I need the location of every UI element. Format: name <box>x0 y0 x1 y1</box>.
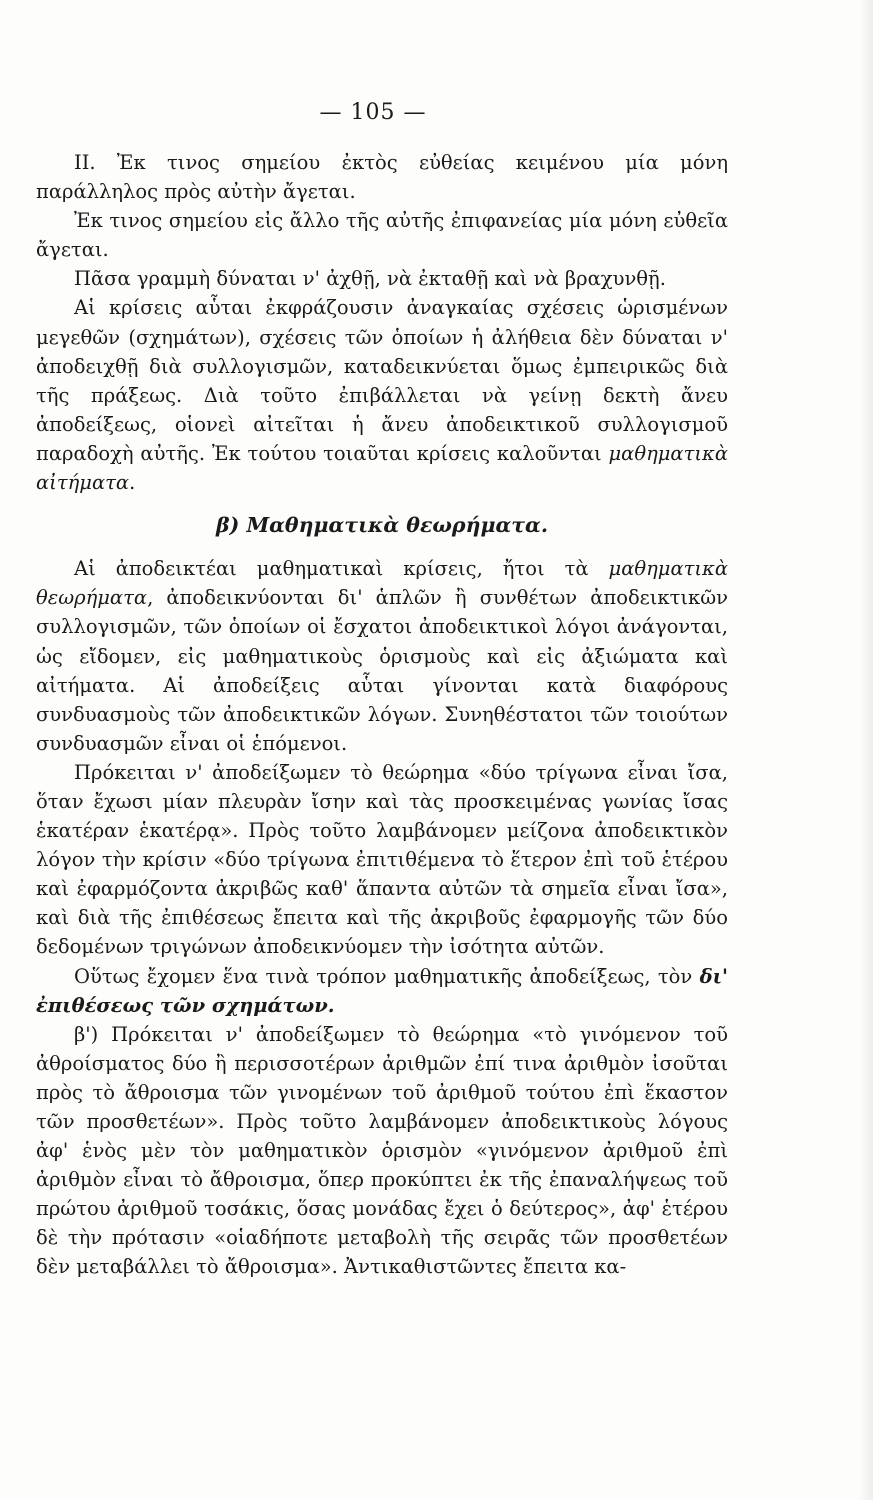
page-number: — 105 — <box>319 100 427 125</box>
paragraph-text: ΙΙ. Ἐκ τινος σημείου ἐκτὸς εὐθείας κειμένου μία μόνη παράλληλος πρὸς αὐτὴν ἄγεται. <box>36 151 728 204</box>
section-heading: β) Μαθηματικὰ θεωρήματα. <box>216 513 548 538</box>
paragraph-text: Οὕτως ἔχομεν ἕνα τινὰ τρόπον μαθηματικῆς ἀποδείξεως, τὸν <box>74 964 693 988</box>
paragraph-text: Πρόκειται ν' ἀποδείξωμεν τὸ θεώρημα «δύο τρίγωνα εἶναι ἴσα, ὅταν ἔχωσι μίαν πλευρὰν ἴσην καὶ τὰς προσκειμένας γωνίας ἴσας ἑκατέραν ἑκατέρᾳ». Πρὸς τοῦτο λαμβάνομεν μείζονα ἀποδεικτικὸν λόγον τὴν κρίσιν «δύο τρίγωνα ἐπιτιθέμενα τὸ ἕτερον ἐπὶ τοῦ ἑτέρου καὶ ἐφαρμόζοντα ἀκριβῶς καθ' ἅπαντα αὐτῶν τὰ σημεῖα εἶναι ἴσα», καὶ διὰ τῆς ἐπιθέσεως ἔπειτα καὶ τῆς ἀκριβοῦς ἐφαρμογῆς τῶν δύο δεδομένων τριγώνων ἀποδεικνύομεν τὴν ἰσότητα αὐτῶν. <box>36 760 728 959</box>
paragraph-text: Ἐκ τινος σημείου εἰς ἄλλο τῆς αὐτῆς ἐπιφανείας μία μόνη εὐθεῖα ἄγεται. <box>36 209 728 262</box>
paragraph-axiom-extend <box>36 264 728 293</box>
page-edge-shadow <box>859 0 873 1500</box>
paragraph-text: Αἱ ἀποδεικτέαι μαθηματικαὶ κρίσεις, ἤτοι τὰ <box>74 557 589 581</box>
italic-term: μαθηματικὰ αἰτήματα <box>36 441 728 495</box>
paragraph-theorems <box>36 554 728 758</box>
paragraph-text: Πᾶσα γραμμὴ δύναται ν' ἀχθῇ, νὰ ἐκταθῇ καὶ νὰ βραχυνθῇ. <box>74 267 666 291</box>
paragraph-end: . <box>129 471 136 495</box>
bold-italic-term: δι' ἐπιθέσεως τῶν σχημάτων. <box>36 964 728 1017</box>
paragraph-superposition <box>36 962 728 1020</box>
paragraph-axiom-line <box>36 206 728 264</box>
paragraph-triangle-proof <box>36 758 728 962</box>
paragraph-multiplication-proof <box>36 1020 728 1282</box>
italic-term: μαθηματικὰ θεωρήματα <box>36 557 729 610</box>
paragraph-axiom-parallel <box>36 148 728 206</box>
paragraph-text: β') Πρόκειται ν' ἀποδείξωμεν τὸ θεώρημα «τὸ γινόμενον τοῦ ἀθροίσματος δύο ἢ περισσοτέρων ἀριθμῶν ἐπί τινα ἀριθμὸν ἰσοῦται πρὸς τὸ ἄθροισμα τῶν γινομένων τοῦ ἀριθμοῦ τούτου ἐπὶ ἕκαστον τῶν προσθετέων». Πρὸς τοῦτο λαμβάνομεν ἀποδεικτικοὺς λόγους ἀφ' ἑνὸς μὲν τὸν μαθηματικὸν ὁρισμὸν «γινόμενον ἀριθμοῦ ἐπὶ ἀριθμὸν εἶναι τὸ ἄθροισμα, ὅπερ προκύπτει ἐκ τῆς ἐπαναλήψεως τοῦ πρώτου ἀριθμοῦ τοσάκις, ὅσας μονάδας ἔχει ὁ δεύτερος», ἀφ' ἑτέρου δὲ τὴν πρότασιν «οἱαδήποτε μεταβολὴ τῆς σειρᾶς τῶν προσθετέων δὲν μεταβάλλει τὸ ἄθροισμα». Ἀντικαθιστῶντες ἔπειτα κα- <box>36 1022 728 1279</box>
body-text <box>36 148 728 1282</box>
paragraph-text: Αἱ κρίσεις αὗται ἐκφράζουσιν ἀναγκαίας σχέσεις ὡρισμένων μεγεθῶν (σχημάτων), σχέσεις τῶν ὁποίων ἡ ἀλήθεια δὲν δύναται ν' ἀποδειχθῇ διὰ συλλογισμῶν, καταδεικνύεται ὅμως ἐμπειρικῶς διὰ τῆς πράξεως. Διὰ τοῦτο ἐπιβάλλεται νὰ γείνῃ δεκτὴ ἄνευ ἀποδείξεως, οἱονεὶ αἰτεῖται ἡ ἄνευ ἀποδεικτικοῦ συλλογισμοῦ παραδοχὴ αὐτῆς. Ἐκ τούτου τοιαῦται κρίσεις καλοῦνται <box>36 296 728 465</box>
paragraph-postulates <box>36 293 728 497</box>
paragraph-text: , ἀποδεικνύονται δι' ἁπλῶν ἢ συνθέτων ἀποδεικτικῶν συλλογισμῶν, τῶν ὁποίων οἱ ἔσχατοι ἀποδεικτικοὶ λόγοι ἀνάγονται, ὡς εἴδομεν, εἰς μαθηματικοὺς ὁρισμοὺς καὶ εἰς ἀξιώματα καὶ αἰτήματα. Αἱ ἀποδείξεις αὗται γίνονται κατὰ διαφόρους συνδυασμοὺς τῶν ἀποδεικτικῶν λόγων. Συνηθέστατοι τῶν τοιούτων συνδυασμῶν εἶναι οἱ ἑπόμενοι. <box>36 586 728 755</box>
